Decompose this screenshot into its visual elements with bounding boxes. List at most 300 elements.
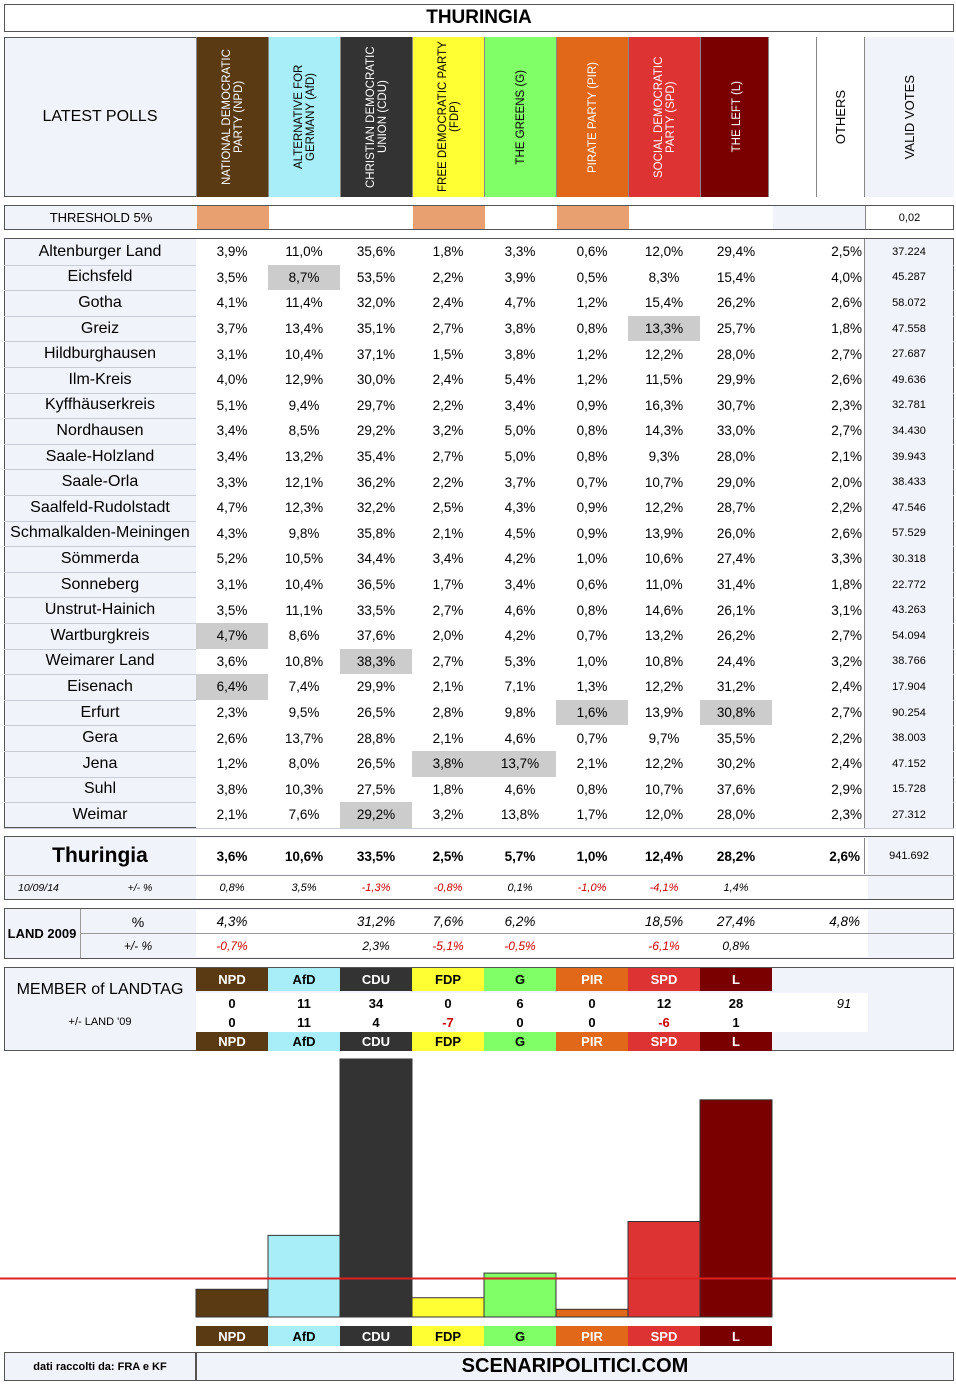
district-value: 5,2% bbox=[196, 546, 268, 572]
district-value: 12,9% bbox=[268, 367, 340, 393]
district-value: 8,0% bbox=[268, 751, 340, 777]
district-value: 28,8% bbox=[340, 725, 412, 751]
district-others: 2,4% bbox=[820, 674, 868, 700]
district-value: 2,7% bbox=[412, 649, 484, 675]
district-others: 2,4% bbox=[820, 751, 868, 777]
landtag-party-chip-top: SPD bbox=[628, 968, 700, 991]
district-value: 2,6% bbox=[196, 725, 268, 751]
district-value: 31,4% bbox=[700, 572, 772, 598]
land-diff-value: 2,3% bbox=[340, 934, 412, 957]
land-value bbox=[556, 910, 628, 933]
district-others: 2,5% bbox=[820, 239, 868, 265]
poll-date: 10/09/14 bbox=[18, 881, 59, 894]
district-value: 37,6% bbox=[700, 777, 772, 803]
district-value: 1,7% bbox=[556, 802, 628, 828]
district-name: Saale-Holzland bbox=[45, 447, 155, 465]
landtag-party-chip-bottom: CDU bbox=[340, 1032, 412, 1051]
total-value: 1,0% bbox=[556, 838, 628, 874]
district-value: 0,9% bbox=[556, 495, 628, 521]
district-valid-votes: 43.263 bbox=[864, 597, 953, 623]
district-value: 1,2% bbox=[556, 367, 628, 393]
district-value: 9,8% bbox=[268, 521, 340, 547]
party-header-label: CHRISTIAN DEMOCRATIC UNION (CDU) bbox=[364, 46, 389, 188]
table-row bbox=[4, 418, 954, 445]
district-value: 2,2% bbox=[412, 265, 484, 291]
threshold-cell bbox=[269, 206, 341, 229]
district-value: 1,2% bbox=[556, 290, 628, 316]
landtag-party-chip-top: FDP bbox=[412, 968, 484, 991]
district-value: 13,7% bbox=[484, 751, 556, 777]
district-value: 12,3% bbox=[268, 495, 340, 521]
district-value: 3,4% bbox=[412, 546, 484, 572]
district-value: 1,2% bbox=[196, 751, 268, 777]
district-value: 30,2% bbox=[700, 751, 772, 777]
district-value: 30,0% bbox=[340, 367, 412, 393]
land-value: 4,3% bbox=[196, 910, 268, 933]
district-value: 13,3% bbox=[628, 316, 700, 342]
district-value: 0,7% bbox=[556, 725, 628, 751]
district-valid-votes: 57.529 bbox=[864, 521, 953, 547]
district-value: 4,7% bbox=[196, 495, 268, 521]
total-diff-value: 0,1% bbox=[484, 876, 556, 899]
district-value: 2,0% bbox=[412, 623, 484, 649]
bar-fdp bbox=[412, 1298, 484, 1317]
district-name: Saalfeld-Rudolstadt bbox=[30, 498, 170, 516]
district-valid-votes: 32.781 bbox=[864, 393, 953, 419]
total-diff-label: +/- % bbox=[127, 881, 153, 894]
district-value: 9,5% bbox=[268, 700, 340, 726]
table-row bbox=[4, 572, 954, 599]
land-value: 27,4% bbox=[700, 910, 772, 933]
district-value: 12,2% bbox=[628, 495, 700, 521]
district-valid-votes: 38.003 bbox=[864, 725, 953, 751]
district-name: Jena bbox=[82, 754, 118, 772]
total-value: 2,5% bbox=[412, 838, 484, 874]
district-value: 1,0% bbox=[556, 546, 628, 572]
landtag-diff: 11 bbox=[268, 1013, 340, 1032]
district-value: 2,7% bbox=[412, 316, 484, 342]
threshold-cell bbox=[629, 206, 701, 229]
district-valid-votes: 15.728 bbox=[864, 777, 953, 803]
chart-category-label: CDU bbox=[340, 1326, 412, 1346]
party-header-label: PIRATE PARTY (PIR) bbox=[586, 61, 599, 173]
party-header-l bbox=[700, 37, 772, 197]
district-value: 10,7% bbox=[628, 469, 700, 495]
party-header-pir bbox=[556, 37, 628, 197]
district-name: Altenburger Land bbox=[38, 242, 162, 260]
district-value: 4,6% bbox=[484, 777, 556, 803]
district-value: 2,2% bbox=[412, 393, 484, 419]
latest-polls-label: LATEST POLLS bbox=[42, 108, 158, 125]
district-name: Schmalkalden-Meiningen bbox=[10, 524, 190, 542]
district-others: 3,2% bbox=[820, 649, 868, 675]
district-value: 0,8% bbox=[556, 444, 628, 470]
table-row bbox=[4, 393, 954, 420]
party-header-spd bbox=[628, 37, 700, 197]
district-value: 13,8% bbox=[484, 802, 556, 828]
district-value: 1,8% bbox=[412, 239, 484, 265]
landtag-label: MEMBER of LANDTAG bbox=[16, 981, 184, 998]
table-row bbox=[4, 341, 954, 368]
valid-votes-header-label: VALID VOTES bbox=[901, 74, 917, 160]
district-value: 3,5% bbox=[196, 265, 268, 291]
threshold-cell bbox=[701, 206, 773, 229]
district-name: Wartburgkreis bbox=[50, 626, 150, 644]
landtag-party-chip-top: CDU bbox=[340, 968, 412, 991]
district-others: 2,7% bbox=[820, 418, 868, 444]
district-others: 1,8% bbox=[820, 316, 868, 342]
landtag-seats: 0 bbox=[556, 993, 628, 1013]
bar-l bbox=[700, 1100, 772, 1317]
table-row bbox=[4, 700, 954, 727]
chart-category-label: SPD bbox=[628, 1326, 700, 1346]
district-value: 26,2% bbox=[700, 290, 772, 316]
land-value: 31,2% bbox=[340, 910, 412, 933]
district-value: 10,6% bbox=[628, 546, 700, 572]
district-name: Hildburghausen bbox=[43, 345, 157, 363]
district-value: 11,5% bbox=[628, 367, 700, 393]
district-value: 26,0% bbox=[700, 521, 772, 547]
district-value: 28,0% bbox=[700, 802, 772, 828]
district-value: 38,3% bbox=[340, 649, 412, 675]
valid-votes-header bbox=[864, 37, 954, 197]
total-diff-value: 1,4% bbox=[700, 876, 772, 899]
chart-category-label: PIR bbox=[556, 1326, 628, 1346]
table-row bbox=[4, 469, 954, 496]
table-row bbox=[4, 623, 954, 650]
district-value: 3,9% bbox=[484, 265, 556, 291]
bar-afd bbox=[268, 1235, 340, 1317]
district-value: 1,3% bbox=[556, 674, 628, 700]
district-value: 13,2% bbox=[628, 623, 700, 649]
district-value: 3,4% bbox=[196, 418, 268, 444]
district-valid-votes: 27.687 bbox=[864, 341, 953, 367]
table-row bbox=[4, 265, 954, 292]
district-value: 37,1% bbox=[340, 341, 412, 367]
district-others: 2,6% bbox=[820, 290, 868, 316]
district-value: 0,8% bbox=[556, 597, 628, 623]
district-value: 8,7% bbox=[268, 265, 340, 291]
district-value: 3,2% bbox=[412, 418, 484, 444]
district-others: 2,9% bbox=[820, 777, 868, 803]
district-valid-votes: 17.904 bbox=[864, 674, 953, 700]
district-value: 24,4% bbox=[700, 649, 772, 675]
total-value: 5,7% bbox=[484, 838, 556, 874]
landtag-diff-label: +/- LAND '09 bbox=[68, 1016, 132, 1028]
district-value: 10,4% bbox=[268, 572, 340, 598]
total-value: 28,2% bbox=[700, 838, 772, 874]
landtag-party-chip-top: PIR bbox=[556, 968, 628, 991]
table-row bbox=[4, 521, 954, 548]
district-others: 1,8% bbox=[820, 572, 868, 598]
total-value: 33,5% bbox=[340, 838, 412, 874]
district-value: 8,3% bbox=[628, 265, 700, 291]
district-value: 2,3% bbox=[196, 700, 268, 726]
district-valid-votes: 58.072 bbox=[864, 290, 953, 316]
total-diff-value: -0,8% bbox=[412, 876, 484, 899]
district-value: 4,6% bbox=[484, 597, 556, 623]
district-value: 13,7% bbox=[268, 725, 340, 751]
district-value: 31,2% bbox=[700, 674, 772, 700]
threshold-cell bbox=[557, 206, 629, 229]
district-others: 2,7% bbox=[820, 623, 868, 649]
district-value: 28,0% bbox=[700, 341, 772, 367]
district-value: 11,1% bbox=[268, 597, 340, 623]
district-value: 30,7% bbox=[700, 393, 772, 419]
district-value: 29,7% bbox=[340, 393, 412, 419]
landtag-seats: 6 bbox=[484, 993, 556, 1013]
party-header-label: FREE DEMOCRATIC PARTY (FDP) bbox=[436, 41, 461, 193]
district-value: 14,6% bbox=[628, 597, 700, 623]
district-value: 12,0% bbox=[628, 802, 700, 828]
district-value: 13,9% bbox=[628, 700, 700, 726]
landtag-party-chip-bottom: FDP bbox=[412, 1032, 484, 1051]
landtag-party-chip-top: NPD bbox=[196, 968, 268, 991]
district-name: Sonneberg bbox=[60, 575, 140, 593]
district-value: 4,3% bbox=[196, 521, 268, 547]
table-row bbox=[4, 367, 954, 394]
landtag-diff: 1 bbox=[700, 1013, 772, 1032]
threshold-row bbox=[4, 205, 954, 230]
district-value: 29,9% bbox=[700, 367, 772, 393]
district-valid-votes: 47.546 bbox=[864, 495, 953, 521]
district-value: 32,0% bbox=[340, 290, 412, 316]
district-value: 4,2% bbox=[484, 623, 556, 649]
threshold-cell bbox=[485, 206, 557, 229]
footer-credit: dati raccolti da: FRA e KF bbox=[4, 1352, 196, 1381]
land-others-empty bbox=[772, 934, 868, 957]
land-diff-value: -0,5% bbox=[484, 934, 556, 957]
district-value: 1,2% bbox=[556, 341, 628, 367]
district-value: 26,1% bbox=[700, 597, 772, 623]
district-value: 15,4% bbox=[700, 265, 772, 291]
district-value: 0,9% bbox=[556, 393, 628, 419]
party-header-label: THE GREENS (G) bbox=[514, 69, 527, 165]
land-diff-value bbox=[268, 934, 340, 957]
total-diff-value: -1,3% bbox=[340, 876, 412, 899]
table-row bbox=[4, 290, 954, 317]
district-others: 2,6% bbox=[820, 521, 868, 547]
district-value: 10,8% bbox=[268, 649, 340, 675]
district-value: 3,8% bbox=[412, 751, 484, 777]
landtag-party-chip-bottom: L bbox=[700, 1032, 772, 1051]
chart-category-label: NPD bbox=[196, 1326, 268, 1346]
bar-g bbox=[484, 1273, 556, 1317]
party-header-fdp bbox=[412, 37, 484, 197]
threshold-valid: 0,02 bbox=[865, 206, 953, 229]
district-value: 0,9% bbox=[556, 521, 628, 547]
district-value: 11,0% bbox=[268, 239, 340, 265]
district-value: 4,6% bbox=[484, 725, 556, 751]
district-value: 32,2% bbox=[340, 495, 412, 521]
district-valid-votes: 37.224 bbox=[864, 239, 953, 265]
district-value: 0,6% bbox=[556, 572, 628, 598]
land-value: 6,2% bbox=[484, 910, 556, 933]
landtag-total: 91 bbox=[836, 995, 852, 1011]
district-value: 36,2% bbox=[340, 469, 412, 495]
party-header-label: ALTERNATIVE FOR GERMANY (AfD) bbox=[292, 64, 317, 170]
district-value: 3,4% bbox=[484, 572, 556, 598]
district-others: 2,3% bbox=[820, 802, 868, 828]
district-value: 7,1% bbox=[484, 674, 556, 700]
district-valid-votes: 54.094 bbox=[864, 623, 953, 649]
page-title: THURINGIA bbox=[4, 4, 954, 32]
total-valid-votes: 941.692 bbox=[864, 838, 953, 874]
land-others: 4,8% bbox=[772, 910, 868, 933]
district-others: 3,1% bbox=[820, 597, 868, 623]
district-value: 33,5% bbox=[340, 597, 412, 623]
landtag-party-chip-bottom: G bbox=[484, 1032, 556, 1051]
district-value: 29,4% bbox=[700, 239, 772, 265]
district-name: Nordhausen bbox=[56, 421, 144, 439]
table-row bbox=[4, 649, 954, 676]
district-value: 28,0% bbox=[700, 444, 772, 470]
district-name: Gotha bbox=[78, 293, 122, 311]
district-value: 9,3% bbox=[628, 444, 700, 470]
table-row bbox=[4, 751, 954, 778]
district-value: 37,6% bbox=[340, 623, 412, 649]
land-diff-value bbox=[556, 934, 628, 957]
party-header-label: SOCIAL DEMOCRATIC PARTY (SPD) bbox=[652, 56, 677, 178]
table-row bbox=[4, 674, 954, 701]
district-value: 9,8% bbox=[484, 700, 556, 726]
district-value: 10,8% bbox=[628, 649, 700, 675]
vote-share-chart bbox=[0, 1052, 956, 1344]
total-value: 12,4% bbox=[628, 838, 700, 874]
district-others: 3,3% bbox=[820, 546, 868, 572]
district-value: 15,4% bbox=[628, 290, 700, 316]
threshold-cell bbox=[197, 206, 269, 229]
district-value: 3,1% bbox=[196, 341, 268, 367]
district-value: 3,4% bbox=[484, 393, 556, 419]
district-name: Saale-Orla bbox=[61, 473, 139, 491]
table-row bbox=[4, 495, 954, 522]
district-others: 2,3% bbox=[820, 393, 868, 419]
party-header-afd bbox=[268, 37, 340, 197]
district-value: 4,2% bbox=[484, 546, 556, 572]
chart-category-label: G bbox=[484, 1326, 556, 1346]
chart-category-label: FDP bbox=[412, 1326, 484, 1346]
footer-site: SCENARIPOLITICI.COM bbox=[196, 1352, 954, 1381]
district-value: 0,8% bbox=[556, 316, 628, 342]
land-diff-value: -5,1% bbox=[412, 934, 484, 957]
landtag-party-chip-bottom: NPD bbox=[196, 1032, 268, 1051]
district-value: 0,7% bbox=[556, 469, 628, 495]
district-value: 3,1% bbox=[196, 572, 268, 598]
landtag-seats: 0 bbox=[196, 993, 268, 1013]
district-value: 4,3% bbox=[484, 495, 556, 521]
district-name: Kyffhäuserkreis bbox=[45, 396, 155, 414]
district-value: 35,1% bbox=[340, 316, 412, 342]
table-row bbox=[4, 444, 954, 471]
district-value: 14,3% bbox=[628, 418, 700, 444]
district-value: 10,7% bbox=[628, 777, 700, 803]
landtag-seats: 28 bbox=[700, 993, 772, 1013]
district-value: 10,5% bbox=[268, 546, 340, 572]
district-value: 25,7% bbox=[700, 316, 772, 342]
district-value: 8,6% bbox=[268, 623, 340, 649]
district-name: Weimar bbox=[72, 805, 128, 823]
district-value: 12,0% bbox=[628, 239, 700, 265]
district-valid-votes: 30.318 bbox=[864, 546, 953, 572]
district-value: 29,2% bbox=[340, 802, 412, 828]
district-others: 2,2% bbox=[820, 725, 868, 751]
district-value: 0,7% bbox=[556, 623, 628, 649]
land-value bbox=[268, 910, 340, 933]
landtag-diff: 0 bbox=[556, 1013, 628, 1032]
district-valid-votes: 38.433 bbox=[864, 469, 953, 495]
district-value: 2,4% bbox=[412, 290, 484, 316]
district-value: 26,5% bbox=[340, 751, 412, 777]
district-valid-votes: 38.766 bbox=[864, 649, 953, 675]
district-valid-votes: 27.312 bbox=[864, 802, 953, 828]
district-name: Erfurt bbox=[80, 703, 120, 721]
landtag-seats: 0 bbox=[412, 993, 484, 1013]
district-name: Gera bbox=[82, 729, 118, 747]
district-value: 28,7% bbox=[700, 495, 772, 521]
district-value: 34,4% bbox=[340, 546, 412, 572]
district-value: 26,5% bbox=[340, 700, 412, 726]
district-others: 2,0% bbox=[820, 469, 868, 495]
district-value: 35,5% bbox=[700, 725, 772, 751]
district-value: 26,2% bbox=[700, 623, 772, 649]
landtag-seats: 34 bbox=[340, 993, 412, 1013]
landtag-diff: 0 bbox=[196, 1013, 268, 1032]
district-value: 53,5% bbox=[340, 265, 412, 291]
landtag-seats: 11 bbox=[268, 993, 340, 1013]
district-value: 11,0% bbox=[628, 572, 700, 598]
district-others: 2,7% bbox=[820, 341, 868, 367]
bar-pir bbox=[556, 1309, 628, 1317]
district-value: 2,1% bbox=[196, 802, 268, 828]
district-value: 3,7% bbox=[484, 469, 556, 495]
landtag-party-chip-bottom: SPD bbox=[628, 1032, 700, 1051]
district-value: 13,2% bbox=[268, 444, 340, 470]
district-value: 0,8% bbox=[556, 777, 628, 803]
district-value: 3,9% bbox=[196, 239, 268, 265]
land-diff-value: -0,7% bbox=[196, 934, 268, 957]
threshold-cell bbox=[341, 206, 413, 229]
district-value: 1,6% bbox=[556, 700, 628, 726]
landtag-seats: 12 bbox=[628, 993, 700, 1013]
district-value: 3,4% bbox=[196, 444, 268, 470]
district-value: 5,0% bbox=[484, 444, 556, 470]
district-value: 6,4% bbox=[196, 674, 268, 700]
district-name: Suhl bbox=[83, 780, 117, 798]
district-others: 2,2% bbox=[820, 495, 868, 521]
district-value: 27,5% bbox=[340, 777, 412, 803]
district-value: 3,2% bbox=[412, 802, 484, 828]
district-value: 2,7% bbox=[412, 597, 484, 623]
total-diff-value: 3,5% bbox=[268, 876, 340, 899]
others-header bbox=[816, 37, 864, 197]
table-row bbox=[4, 725, 954, 752]
district-value: 12,2% bbox=[628, 751, 700, 777]
district-value: 7,4% bbox=[268, 674, 340, 700]
district-valid-votes: 45.287 bbox=[864, 265, 953, 291]
district-value: 35,8% bbox=[340, 521, 412, 547]
bar-spd bbox=[628, 1222, 700, 1317]
district-name: Ilm-Kreis bbox=[68, 370, 132, 388]
threshold-label: THRESHOLD 5% bbox=[49, 210, 153, 225]
district-value: 29,2% bbox=[340, 418, 412, 444]
district-value: 36,5% bbox=[340, 572, 412, 598]
district-value: 3,6% bbox=[196, 649, 268, 675]
district-valid-votes: 90.254 bbox=[864, 700, 953, 726]
district-value: 5,1% bbox=[196, 393, 268, 419]
land-diff-value: 0,8% bbox=[700, 934, 772, 957]
party-header-g bbox=[484, 37, 556, 197]
